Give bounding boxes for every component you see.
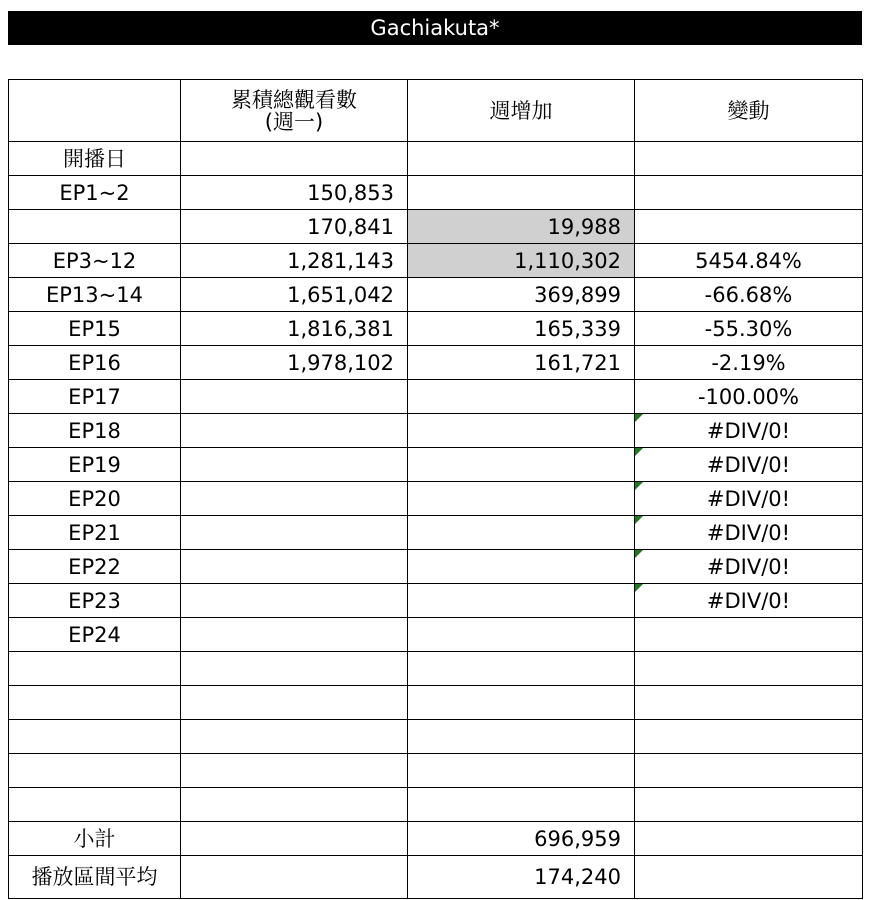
change-cell[interactable]: -55.30% (635, 312, 863, 346)
weekly-increase-cell[interactable] (408, 754, 635, 788)
total-views-cell[interactable]: 1,816,381 (181, 312, 408, 346)
total-views-cell[interactable] (181, 448, 408, 482)
change-cell[interactable]: #DIV/0! (635, 448, 863, 482)
weekly-increase-cell[interactable] (408, 788, 635, 822)
change-cell[interactable] (635, 788, 863, 822)
summary-label-cell[interactable]: 播放區間平均 (9, 856, 181, 899)
total-views-cell[interactable] (181, 720, 408, 754)
error-indicator-icon (635, 550, 643, 558)
data-table (8, 79, 863, 899)
total-views-cell[interactable] (181, 414, 408, 448)
table-row (9, 448, 863, 482)
change-cell[interactable]: 5454.84% (635, 244, 863, 278)
row-label-cell[interactable]: 開播日 (9, 142, 181, 176)
change-cell[interactable] (635, 754, 863, 788)
weekly-increase-cell[interactable] (408, 584, 635, 618)
change-cell[interactable]: #DIV/0! (635, 550, 863, 584)
weekly-increase-cell[interactable] (408, 550, 635, 584)
weekly-increase-cell[interactable] (408, 618, 635, 652)
row-label-cell[interactable]: EP24 (9, 618, 181, 652)
weekly-increase-cell[interactable] (408, 652, 635, 686)
total-views-cell[interactable] (181, 652, 408, 686)
table-row (9, 312, 863, 346)
header-row (9, 80, 863, 142)
total-views-cell[interactable] (181, 686, 408, 720)
row-label-cell[interactable] (9, 720, 181, 754)
table-row (9, 210, 863, 244)
header-cell-total[interactable]: 累積總觀看數 (週一) (181, 80, 408, 142)
weekly-increase-cell[interactable] (408, 380, 635, 414)
row-label-cell[interactable] (9, 686, 181, 720)
row-label-cell[interactable]: EP13~14 (9, 278, 181, 312)
change-cell[interactable]: -100.00% (635, 380, 863, 414)
total-views-cell[interactable] (181, 584, 408, 618)
summary-label-cell[interactable]: 小計 (9, 822, 181, 856)
row-label-cell[interactable]: EP3~12 (9, 244, 181, 278)
weekly-increase-cell[interactable] (408, 176, 635, 210)
error-indicator-icon (635, 482, 643, 490)
weekly-increase-cell[interactable] (408, 720, 635, 754)
table-row (9, 754, 863, 788)
total-views-cell[interactable]: 150,853 (181, 176, 408, 210)
total-views-cell[interactable] (181, 380, 408, 414)
row-label-cell[interactable]: EP1~2 (9, 176, 181, 210)
change-cell[interactable]: -2.19% (635, 346, 863, 380)
weekly-increase-cell[interactable] (408, 516, 635, 550)
empty-cell[interactable] (181, 856, 408, 899)
table-row (9, 244, 863, 278)
total-views-cell[interactable]: 1,651,042 (181, 278, 408, 312)
summary-row (9, 856, 863, 899)
change-cell[interactable] (635, 618, 863, 652)
sheet-title: Gachiakuta* (8, 11, 862, 45)
row-label-cell[interactable] (9, 210, 181, 244)
weekly-increase-cell[interactable]: 1,110,302 (408, 244, 635, 278)
error-indicator-icon (635, 414, 643, 422)
table-row (9, 584, 863, 618)
row-label-cell[interactable]: EP19 (9, 448, 181, 482)
header-cell-increase[interactable]: 週增加 (408, 80, 635, 142)
total-views-cell[interactable] (181, 788, 408, 822)
change-cell[interactable]: #DIV/0! (635, 414, 863, 448)
change-cell[interactable]: -66.68% (635, 278, 863, 312)
error-indicator-icon (635, 448, 643, 456)
change-cell[interactable]: #DIV/0! (635, 584, 863, 618)
row-label-cell[interactable]: EP17 (9, 380, 181, 414)
table-row (9, 380, 863, 414)
weekly-increase-cell[interactable] (408, 686, 635, 720)
empty-cell[interactable] (181, 822, 408, 856)
weekly-increase-cell[interactable] (408, 414, 635, 448)
header-cell-label[interactable] (9, 80, 181, 142)
table-row (9, 720, 863, 754)
empty-cell[interactable] (635, 856, 863, 899)
table-row (9, 142, 863, 176)
change-cell[interactable] (635, 686, 863, 720)
row-label-cell[interactable]: EP23 (9, 584, 181, 618)
row-label-cell[interactable]: EP18 (9, 414, 181, 448)
row-label-cell[interactable]: EP21 (9, 516, 181, 550)
row-label-cell[interactable] (9, 754, 181, 788)
table-row (9, 686, 863, 720)
table-row (9, 652, 863, 686)
total-views-cell[interactable] (181, 516, 408, 550)
total-views-cell[interactable] (181, 618, 408, 652)
table-row (9, 278, 863, 312)
change-cell[interactable] (635, 210, 863, 244)
weekly-increase-cell[interactable] (408, 482, 635, 516)
table-row (9, 516, 863, 550)
table-row (9, 788, 863, 822)
row-label-cell[interactable] (9, 788, 181, 822)
summary-row (9, 822, 863, 856)
weekly-increase-cell[interactable]: 161,721 (408, 346, 635, 380)
error-indicator-icon (635, 516, 643, 524)
change-cell[interactable] (635, 142, 863, 176)
summary-value-cell[interactable]: 696,959 (408, 822, 635, 856)
total-views-cell[interactable]: 1,281,143 (181, 244, 408, 278)
error-indicator-icon (635, 584, 643, 592)
summary-value-cell[interactable]: 174,240 (408, 856, 635, 899)
table-row (9, 414, 863, 448)
table-row (9, 482, 863, 516)
row-label-cell[interactable]: EP22 (9, 550, 181, 584)
table-row (9, 346, 863, 380)
total-views-cell[interactable] (181, 550, 408, 584)
weekly-increase-cell[interactable]: 369,899 (408, 278, 635, 312)
total-views-cell[interactable] (181, 754, 408, 788)
table-row (9, 618, 863, 652)
empty-cell[interactable] (635, 822, 863, 856)
change-cell[interactable]: #DIV/0! (635, 482, 863, 516)
row-label-cell[interactable]: EP15 (9, 312, 181, 346)
row-label-cell[interactable]: EP20 (9, 482, 181, 516)
change-cell[interactable] (635, 720, 863, 754)
total-views-cell[interactable]: 1,978,102 (181, 346, 408, 380)
change-cell[interactable] (635, 176, 863, 210)
change-cell[interactable] (635, 652, 863, 686)
weekly-increase-cell[interactable] (408, 142, 635, 176)
total-views-cell[interactable] (181, 482, 408, 516)
header-cell-change[interactable]: 變動 (635, 80, 863, 142)
table-row (9, 550, 863, 584)
table-row (9, 176, 863, 210)
weekly-increase-cell[interactable]: 19,988 (408, 210, 635, 244)
total-views-cell[interactable]: 170,841 (181, 210, 408, 244)
weekly-increase-cell[interactable] (408, 448, 635, 482)
row-label-cell[interactable]: EP16 (9, 346, 181, 380)
weekly-increase-cell[interactable]: 165,339 (408, 312, 635, 346)
total-views-cell[interactable] (181, 142, 408, 176)
row-label-cell[interactable] (9, 652, 181, 686)
change-cell[interactable]: #DIV/0! (635, 516, 863, 550)
